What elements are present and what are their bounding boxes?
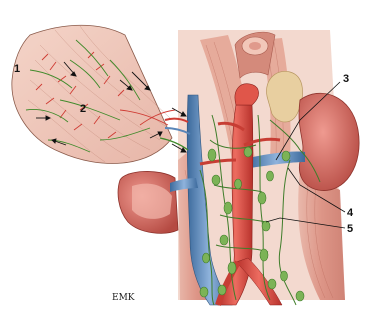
- muscle-section-inset: [12, 25, 190, 163]
- adrenal-gland: [267, 71, 303, 122]
- left-kidney: [118, 171, 178, 233]
- callout-label-3: 3: [343, 73, 350, 85]
- callout-label-5: 5: [347, 223, 354, 235]
- callout-label-4: 4: [347, 207, 354, 219]
- right-kidney: [299, 93, 359, 190]
- callout-label-1: 1: [14, 63, 21, 75]
- callout-label-2: 2: [80, 103, 87, 115]
- illustrator-signature: EMK: [112, 293, 135, 303]
